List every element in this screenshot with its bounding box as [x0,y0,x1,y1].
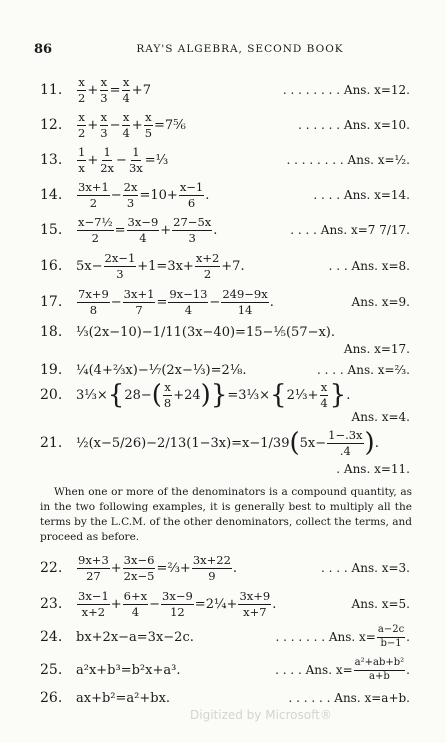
problem-number: 20. [40,387,63,403]
page-header [0,42,446,56]
problem-24 [40,623,410,651]
answer-20: Ans. x=4. [351,410,410,424]
equation: bx+2x−a=3x−2c. [76,629,194,645]
problem-25 [40,656,410,684]
page-number: 86 [34,42,53,57]
answer: . . . . . . Ans. x=10. [298,118,410,132]
digitization-watermark: Digitized by Microsoft® [190,708,332,722]
equation: $\frac{x}{2}$ + $\frac{x}{3}$ = $\frac{x}{4}$ +7 [78,75,151,105]
problem-number: 23. [40,596,63,612]
answer: . . . . Ans. x=3. [321,561,410,575]
equation: $\frac{1}{x}$ + $\frac{1}{2x}$ − $\frac{1}{3x}$ =⅓ [78,145,169,175]
problem-number: 24. [40,629,63,645]
equation: ½(x−5/26)−2/13(1−3x)=x−1/39 ( 5x− $\frac{1-.3x}{.4}$ ) . [76,428,379,458]
equation: a²x+b³=b²x+a³. [76,662,181,678]
answer: . . . . Ans. x=⅔. [317,363,410,377]
instruction-paragraph: When one or more of the denominators is a compound quantity, as in the two following examples, it is generally best to multiply all the terms by the L.C.M. of the other denominators, collect the terms, and proceed as before. [40,486,412,543]
problem-number: 26. [40,690,63,706]
problem-14 [40,181,410,209]
problem-17 [40,288,410,316]
problem-number: 12. [40,117,63,133]
answer: . . . Ans. x=8. [328,259,410,273]
answer: . . . . . . . . Ans. x=12. [282,83,410,97]
equation: $\frac{x}{2}$ + $\frac{x}{3}$ − $\frac{x}{4}$ + $\frac{x}{5}$ =7⅚ [78,110,186,140]
equation: $\frac{3x+1}{2}$ − $\frac{2x}{3}$ =10+ $\frac{x-1}{6}$ . [78,180,210,210]
answer: . . . . . . . Ans. x= $\frac{a-2c}{b-1}$ . [275,624,410,649]
answer-18: Ans. x=17. [343,342,410,356]
equation: $\frac{7x+9}{8}$ − $\frac{3x+1}{7}$ = $\frac{9x-13}{4}$ − $\frac{249-9x}{14}$ . [78,287,274,317]
problem-13 [40,146,410,174]
problem-22 [40,554,410,582]
problem-16 [40,252,410,280]
problem-21 [40,429,410,457]
equation: ¼(4+⅔x)−⅐(2x−⅓)=2⅛. [76,362,247,378]
problem-number: 13. [40,152,63,168]
answer: Ans. x=5. [351,597,410,611]
problem-20 [40,381,410,409]
problem-number: 15. [40,222,63,238]
answer-21: . Ans. x=11. [336,462,410,476]
equation: 5x− $\frac{2x-1}{3}$ +1=3x+ $\frac{x+2}{2}$ +7. [76,251,245,281]
answer: . . . . . . Ans. x=a+b. [288,691,410,705]
answer: . . . . Ans. x= $\frac{\text{a²+ab+b²}}{a+b}$ . [275,657,410,682]
problem-number: 18. [40,324,63,340]
problem-number: 17. [40,294,63,310]
problem-15 [40,216,410,244]
answer: Ans. x=9. [351,295,410,309]
equation: $\frac{3x-1}{x+2}$ + $\frac{6+x}{4}$ − $\frac{3x-9}{12}$ =2¼+ $\frac{3x+9}{x+7}$ . [78,589,277,619]
problem-number: 21. [40,435,63,451]
problem-23 [40,590,410,618]
equation: $\frac{9x+3}{27}$ + $\frac{3x-6}{2x-5}$ =⅔+ $\frac{3x+22}{9}$ . [78,553,238,583]
problem-number: 11. [40,82,63,98]
problem-number: 14. [40,187,63,203]
problem-number: 22. [40,560,63,576]
equation: ⅓(2x−10)−1/11(3x−40)=15−⅕(57−x). [76,324,336,340]
answer: . . . . Ans. x=14. [313,188,410,202]
problem-number: 25. [40,662,63,678]
answer: . . . . Ans. x=7 7/17. [290,223,410,237]
equation: 3⅓× { 28− ( $\frac{x}{8}$ +24 ) } =3⅓× { 2⅓+ $\frac{x}{4}$ } . [76,380,351,410]
running-title: RAY'S ALGEBRA, SECOND BOOK [136,43,344,55]
problem-12 [40,111,410,139]
problem-number: 19. [40,362,63,378]
equation: $\frac{\text{x−7½}}{2}$ = $\frac{3x-9}{4}$ + $\frac{27-5x}{3}$ . [78,215,218,245]
answer: . . . . . . . . Ans. x=½. [286,153,410,167]
equation: ax+b²=a²+bx. [76,690,171,706]
problem-number: 16. [40,258,63,274]
problem-11 [40,76,410,104]
